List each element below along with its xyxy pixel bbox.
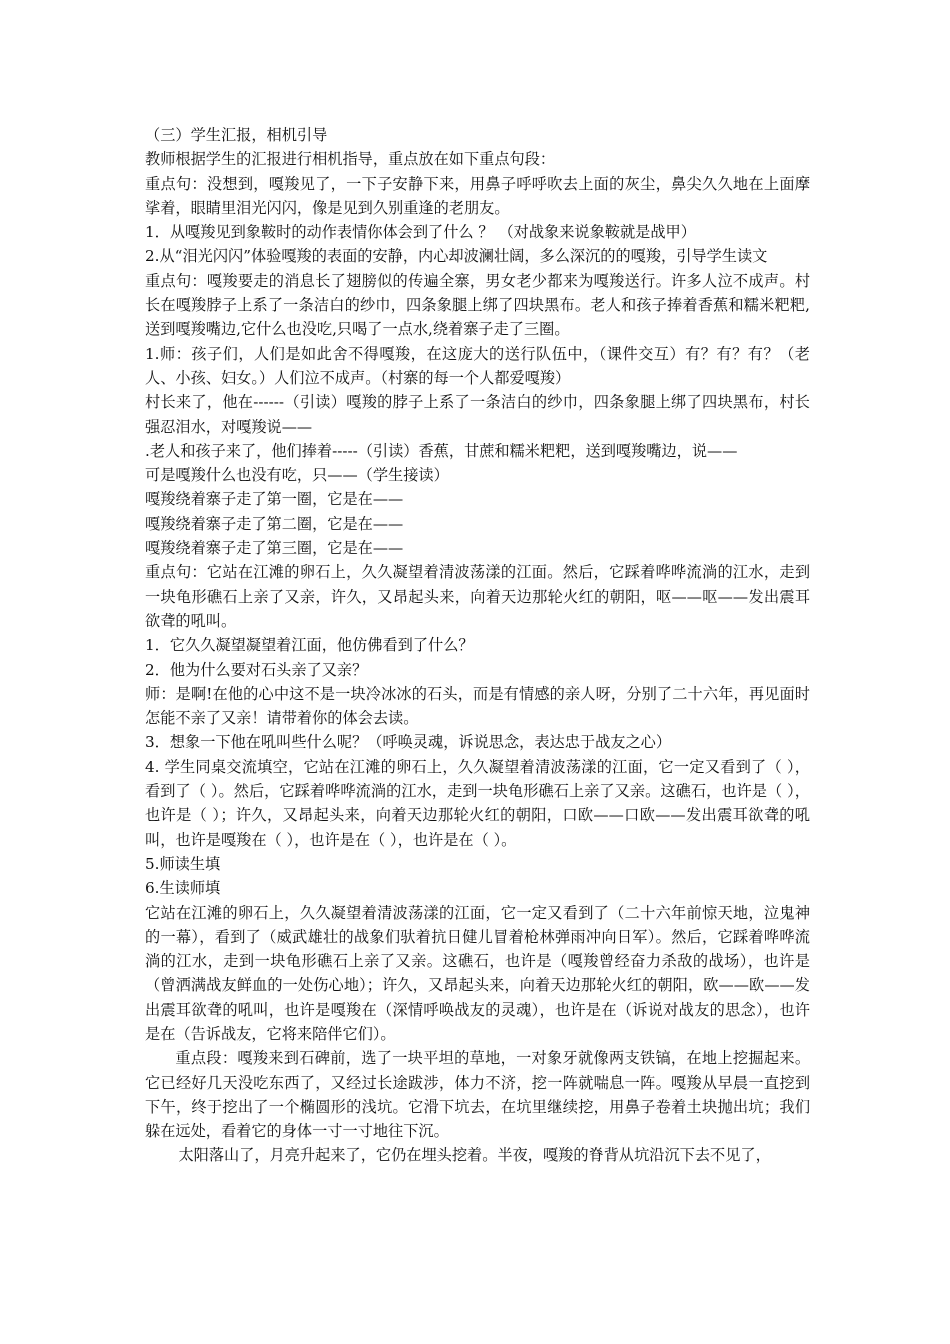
paragraph: 重点段：嘎羧来到石碑前，选了一块平坦的草地，一对象牙就像两支铁镐，在地上挖掘起来。它已经好几天没吃东西了，又经过长途跋涉，体力不济，挖一阵就喘息一阵。嘎羧从早晨一直挖到下午，终于挖出了一个椭圆形的浅坑。它滑下坑去，在坑里继续挖，用鼻子卷着土块抛出坑；我们躲在远处，看着它的身体一寸一寸地往下沉。 [145, 1049, 810, 1141]
paragraph: 它站在江滩的卵石上，久久凝望着清波荡漾的江面，它一定又看到了（二十六年前惊天地，泣鬼神的一幕），看到了（威武雄壮的战象们驮着抗日健儿冒着枪林弹雨冲向日军）。然后，它踩着哗哗流淌的江水，走到一块龟形礁石上亲了又亲。这礁石，也许是（嘎羧曾经奋力杀敌的战场），也许是（曾洒满战友鲜血的一处伤心地）；许久，又昂起头来，向着天边那轮火红的朝阳，欧——欧——发出震耳欲聋的吼叫，也许是嘎羧在（深情呼唤战友的灵魂），也许是在（诉说对战友的思念），也许是在（告诉战友，它将来陪伴它们）。 [145, 903, 810, 1043]
paragraph: 重点句：没想到，嘎羧见了，一下子安静下来，用鼻子呼呼吹去上面的灰尘，鼻尖久久地在上面摩挲着，眼睛里泪光闪闪，像是见到久别重逢的老朋友。 [145, 174, 810, 217]
paragraph: 5.师读生填 [145, 854, 221, 873]
paragraph: .老人和孩子来了，他们捧着-----（引读）香蕉，甘蔗和糯米粑粑，送到嘎羧嘴边，说—— [145, 441, 738, 460]
paragraph: 教师根据学生的汇报进行相机指导，重点放在如下重点句段： [145, 150, 556, 169]
paragraph: 嘎羧绕着寨子走了第一圈，它是在—— [145, 490, 404, 509]
paragraph: 太阳落山了，月亮升起来了，它仍在埋头挖着。半夜，嘎羧的脊背从坑沿沉下去不见了， [178, 1146, 771, 1165]
paragraph: 师：是啊!在他的心中这不是一块冷冰冰的石头，而是有情感的亲人呀，分别了二十六年，再见面时怎能不亲了又亲！请带着你的体会去读。 [145, 684, 810, 728]
paragraph: 2.从“泪光闪闪”体验嘎羧的表面的安静，内心却波澜壮阔，多么深沉的的嘎羧，引导学生读文 [145, 247, 768, 266]
paragraph: 4. 学生同桌交流填空，它站在江滩的卵石上，久久凝望着清波荡漾的江面，它一定又看到了（ ），看到了（ ）。然后，它踩着哗哗流淌的江水，走到一块龟形礁石上亲了又亲。这礁石，也许是（ ），也许是（ ）；许久，又昂起头来，向着天边那轮火红的朝阳，口欧——口欧——发出震耳欲聋的吼叫，也许是嘎羧在（ ），也许是在（ ），也许是在（ ）。 [145, 757, 810, 849]
section-heading: （三）学生汇报，相机引导 [145, 126, 328, 144]
paragraph: 重点句：它站在江滩的卵石上，久久凝望着清波荡漾的江面。然后，它踩着哗哗流淌的江水，走到一块龟形礁石上亲了又亲，许久，又昂起头来，向着天边那轮火红的朝阳，呕——呕——发出震耳欲聋的吼叫。 [145, 563, 810, 630]
paragraph: 1．它久久凝望凝望着江面，他仿佛看到了什么？ [145, 636, 474, 655]
paragraph: 重点句：嘎羧要走的消息长了翅膀似的传遍全寨，男女老少都来为嘎羧送行。许多人泣不成声。村长在嘎羧脖子上系了一条洁白的纱巾，四条象腿上绑了四块黑布。老人和孩子捧着香蕉和糯米粑粑,送到嘎羧嘴边,它什么也没吃,只喝了一点水,绕着寨子走了三圈。 [145, 271, 810, 339]
paragraph: 3．想象一下他在吼叫些什么呢？（呼唤灵魂，诉说思念，表达忠于战友之心） [145, 733, 672, 752]
paragraph: 1.师：孩子们，人们是如此舍不得嘎羧，在这庞大的送行队伍中，（课件交互）有？有？有？（老人、小孩、妇女。）人们泣不成声。（村寨的每一个人都爱嘎羧） [145, 344, 810, 387]
paragraph: 村长来了，他在------（引读）嘎羧的脖子上系了一条洁白的纱巾，四条象腿上绑了四块黑布，村长强忍泪水，对嘎羧说—— [145, 393, 810, 436]
paragraph: 6.生读师填 [145, 879, 221, 898]
paragraph: 可是嘎羧什么也没有吃，只——（学生接读） [145, 466, 449, 485]
document-page [145, 123, 810, 1168]
paragraph: 嘎羧绕着寨子走了第三圈，它是在—— [145, 539, 404, 558]
paragraph: 1．从嘎羧见到象鞍时的动作表情你体会到了什么 ？ （对战象来说象鞍就是战甲） [145, 223, 696, 242]
paragraph: 2．他为什么要对石头亲了又亲？ [145, 660, 368, 679]
paragraph: 嘎羧绕着寨子走了第二圈，它是在—— [145, 514, 404, 533]
